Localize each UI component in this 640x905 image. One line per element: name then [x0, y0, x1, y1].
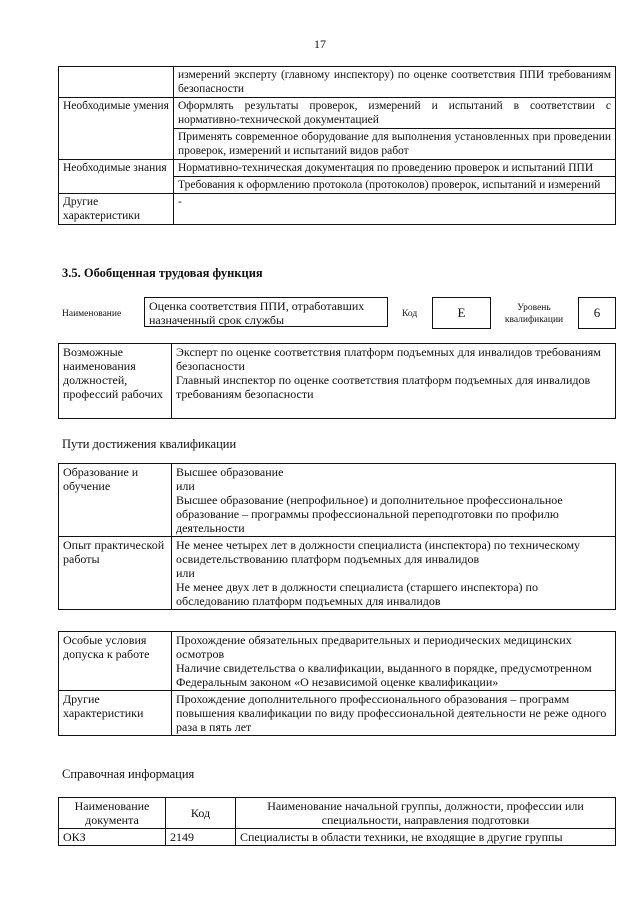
reference-table: [58, 797, 616, 846]
table-cell: ОКЗ: [59, 829, 166, 846]
row-value: [172, 464, 616, 537]
list-item: Прохождение обязательных предварительных и периодических медицинских осмотров: [176, 633, 572, 661]
row-label: Другие характеристики: [59, 691, 172, 736]
level-value: 6: [578, 297, 616, 329]
table-row: [59, 464, 616, 537]
conditions-table: [58, 631, 616, 736]
ref-title: Справочная информация: [62, 767, 195, 781]
requirements-table: [58, 66, 616, 225]
table-row: [59, 344, 616, 419]
table-row: [59, 194, 616, 225]
table-row: [59, 537, 616, 610]
list-item: Высшее образование (непрофильное) и дополнительное профессиональное образование – программы профессиональной переподготовки по профилю деятельности: [176, 493, 563, 535]
row-label: Особые условия допуска к работе: [59, 632, 172, 691]
level-label: Уровень квалификации: [504, 303, 564, 325]
list-item: или: [176, 566, 195, 580]
table-row: [59, 160, 616, 177]
table-row: [59, 691, 616, 736]
row-label: Необходимые умения: [59, 98, 174, 160]
row-value: Оформлять результаты проверок, измерений и испытаний в соответствии с нормативно-технической документацией: [174, 98, 616, 129]
table-cell: Специалисты в области техники, не входящие в другие группы: [236, 829, 616, 846]
column-header: Наименование документа: [59, 798, 166, 829]
code-value: E: [432, 297, 491, 329]
table-row: [59, 798, 616, 829]
row-value: Нормативно-техническая документация по проведению проверок и испытаний ППИ: [174, 160, 616, 177]
table-cell: 2149: [166, 829, 236, 846]
positions-table: [58, 343, 616, 419]
code-label: Код: [402, 309, 418, 319]
column-header: Код: [166, 798, 236, 829]
list-item: Главный инспектор по оценке соответствия платформ подъемных для инвалидов требованиям безопасности: [176, 373, 591, 401]
list-item: Не менее четырех лет в должности специалиста (инспектора) по техническому освидетельствованию платформ подъемных для инвалидов: [176, 538, 581, 566]
name-label: Наименование: [62, 309, 122, 319]
page-number: 17: [314, 37, 326, 51]
list-item: Прохождение дополнительного профессионального образования – программ повышения квалификации по виду профессиональной деятельности не реже одного раза в пять лет: [176, 692, 607, 734]
column-header: Наименование начальной группы, должности, профессии или специальности, направления подготовки: [236, 798, 616, 829]
list-item: или: [176, 479, 195, 493]
table-row: [59, 632, 616, 691]
name-value: Оценка соответствия ППИ, отработавших назначенный срок службы: [144, 297, 388, 327]
row-value: [172, 632, 616, 691]
positions-label: Возможные наименования должностей, профессий рабочих: [59, 344, 172, 419]
row-label: Необходимые знания: [59, 160, 174, 194]
list-item: Не менее двух лет в должности специалиста (старшего инспектора) по обследованию платформ подъемных для инвалидов: [176, 580, 538, 608]
table-row: [59, 829, 616, 846]
row-value: [172, 537, 616, 610]
list-item: Наличие свидетельства о квалификации, выданного в порядке, предусмотренном Федеральным законом «О независимой оценке квалификации»: [176, 661, 592, 689]
row-value: Применять современное оборудование для выполнения установленных при проведении проверок, измерений и испытаний видов работ: [174, 129, 616, 160]
list-item: Эксперт по оценке соответствия платформ подъемных для инвалидов требованиям безопасности: [176, 345, 601, 373]
section-title: 3.5. Обобщенная трудовая функция: [62, 266, 263, 280]
table-row: [59, 98, 616, 129]
row-label: [59, 67, 174, 98]
row-value: измерений эксперту (главному инспектору) по оценке соответствия ППИ требованиям безопасности: [174, 67, 616, 98]
row-label: Другие характеристики: [59, 194, 174, 225]
positions-values: [172, 344, 616, 419]
table-row: [59, 67, 616, 98]
paths-title: Пути достижения квалификации: [62, 437, 237, 451]
row-value: [172, 691, 616, 736]
paths-table: [58, 463, 616, 610]
row-label: Образование и обучение: [59, 464, 172, 537]
row-label: Опыт практической работы: [59, 537, 172, 610]
row-value: Требования к оформлению протокола (протоколов) проверок, испытаний и измерений: [174, 177, 616, 194]
row-value: -: [174, 194, 616, 225]
list-item: Высшее образование: [176, 465, 284, 479]
